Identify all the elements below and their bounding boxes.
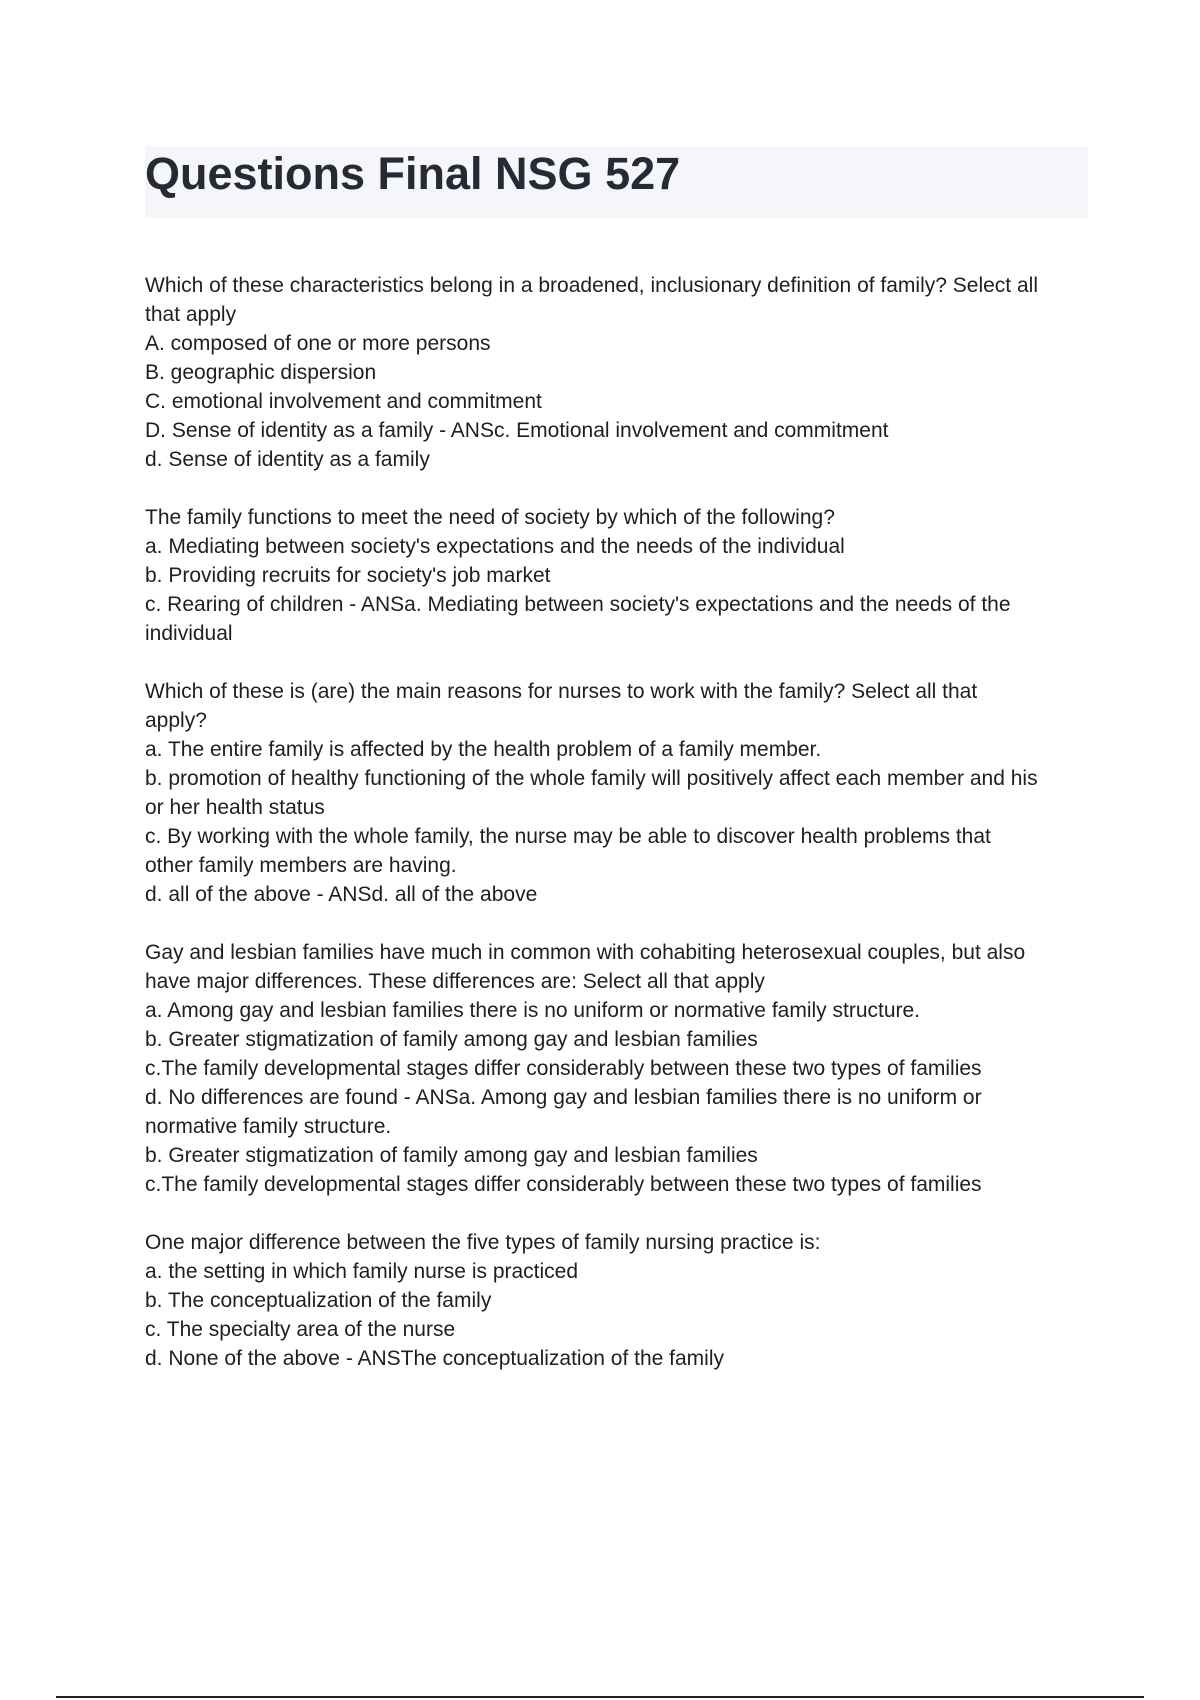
answer-option: d. No differences are found - ANSa. Among gay and lesbian families there is no uniform or — [145, 1086, 982, 1109]
answer-option: D. Sense of identity as a family - ANSc. Emotional involvement and commitment — [145, 419, 889, 442]
question-text-line: One major difference between the five types of family nursing practice is: — [145, 1231, 821, 1254]
question-text-line: Which of these characteristics belong in a broadened, inclusionary definition of family? Select all — [145, 274, 1038, 297]
question-block — [145, 677, 1090, 909]
answer-option: c. The specialty area of the nurse — [145, 1318, 456, 1341]
question-text-line: Gay and lesbian families have much in common with cohabiting heterosexual couples, but also — [145, 941, 1026, 964]
answer-option: a. The entire family is affected by the health problem of a family member. — [145, 738, 822, 761]
question-block — [145, 938, 1090, 1199]
answer-option: b. Greater stigmatization of family among gay and lesbian families — [145, 1028, 758, 1051]
questions-list — [145, 271, 1090, 1402]
answer-option: c. Rearing of children - ANSa. Mediating between society's expectations and the needs of the — [145, 593, 1011, 616]
page-title: Questions Final NSG 527 — [145, 148, 681, 199]
answer-text: normative family structure. — [145, 1115, 392, 1138]
answer-option: B. geographic dispersion — [145, 361, 377, 384]
question-block — [145, 1228, 1090, 1373]
answer-option: a. Among gay and lesbian families there is no uniform or normative family structure. — [145, 999, 921, 1022]
question-text-line: that apply — [145, 303, 237, 326]
question-block — [145, 503, 1090, 648]
answer-option: d. all of the above - ANSd. all of the above — [145, 883, 538, 906]
answer-option: c.The family developmental stages differ considerably between these two types of families — [145, 1057, 982, 1080]
answer-option: b. Providing recruits for society's job market — [145, 564, 551, 587]
answer-option: b. promotion of healthy functioning of the whole family will positively affect each member and his — [145, 767, 1038, 790]
answer-text: d. Sense of identity as a family — [145, 448, 430, 471]
question-text-line: Which of these is (are) the main reasons for nurses to work with the family? Select all that — [145, 680, 978, 703]
answer-option: a. Mediating between society's expectations and the needs of the individual — [145, 535, 845, 558]
answer-option: C. emotional involvement and commitment — [145, 390, 542, 413]
answer-option: other family members are having. — [145, 854, 457, 877]
answer-text: c.The family developmental stages differ considerably between these two types of families — [145, 1173, 982, 1196]
answer-option: A. composed of one or more persons — [145, 332, 491, 355]
answer-option: c. By working with the whole family, the nurse may be able to discover health problems that — [145, 825, 991, 848]
answer-option: a. the setting in which family nurse is practiced — [145, 1260, 579, 1283]
answer-option: d. None of the above - ANSThe conceptualization of the family — [145, 1347, 725, 1370]
answer-option: or her health status — [145, 796, 325, 819]
footer-divider — [56, 1696, 1144, 1698]
answer-text: b. Greater stigmatization of family among gay and lesbian families — [145, 1144, 758, 1167]
question-text-line: apply? — [145, 709, 207, 732]
answer-text: individual — [145, 622, 233, 645]
answer-option: b. The conceptualization of the family — [145, 1289, 492, 1312]
question-block — [145, 271, 1090, 474]
question-text-line: have major differences. These differences are: Select all that apply — [145, 970, 765, 993]
question-text-line: The family functions to meet the need of society by which of the following? — [145, 506, 835, 529]
